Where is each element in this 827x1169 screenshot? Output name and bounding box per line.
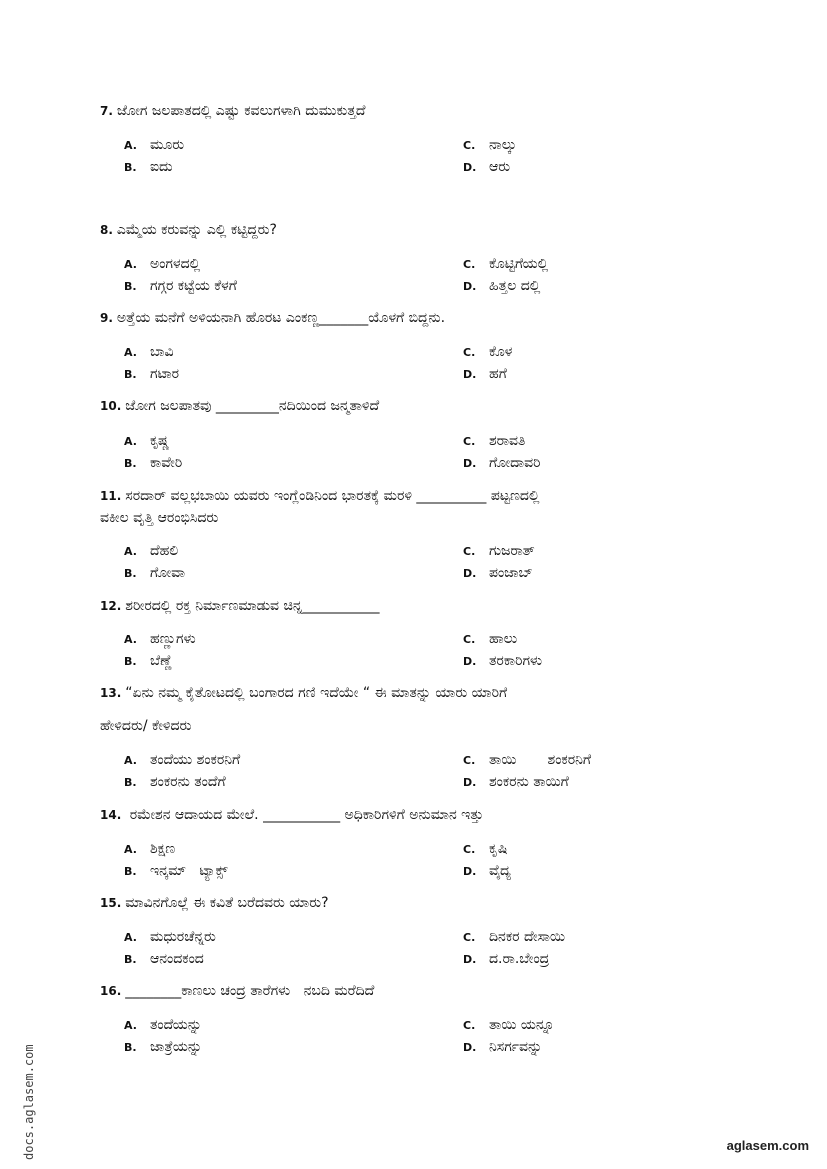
- option-c: C. ತಾಯಿ ಶಂಕರನಿಗೆ: [463, 752, 592, 768]
- question-16: [100, 975, 740, 1008]
- option-d: D. ಆರು: [463, 159, 511, 175]
- option-b: B. ಜಾತ್ರೆಯನ್ನು: [124, 1039, 203, 1055]
- options-16: [124, 1014, 684, 1058]
- question-number: 8.: [100, 223, 113, 237]
- question-text: ಶರೀರದಲ್ಲಿ ರಕ್ತ ನಿರ್ಮಾಣಮಾಡುವ ಚಿನ್ನ___________: [125, 598, 380, 614]
- question-number: 15.: [100, 896, 122, 910]
- footer-brand: aglasem.com: [726, 1138, 809, 1153]
- question-text: ಜೋಗ ಜಲಪಾತದಲ್ಲಿ ಎಷ್ಟು ಕವಲುಗಳಾಗಿ ದುಮುಕುತ್ತದೆ: [116, 103, 366, 119]
- option-b: B. ಗಟಾರ: [124, 366, 180, 382]
- question-text: ಹೇಳಿದರು/ ಕೇಳಿದರು: [100, 718, 192, 734]
- question-number: 14.: [100, 808, 122, 822]
- question-text: ಸರದಾರ್ ವಲ್ಲಭಬಾಯಿ ಯವರು ಇಂಗ್ಲೆಂಡಿನಿಂದ ಭಾರತಕ್ಕೆ ಮರಳಿ __________ ಪಟ್ಟಣದಲ್ಲಿ: [125, 488, 540, 504]
- options-14: [124, 838, 684, 882]
- question-number: 16.: [100, 984, 122, 998]
- option-d: D. ವೈದ್ಯ: [463, 863, 511, 879]
- option-b: B. ಗಗ್ಗರ ಕಟ್ಟೆಯ ಕೆಳಗೆ: [124, 278, 237, 294]
- option-d: D. ದ.ರಾ.ಬೇಂದ್ರ: [463, 951, 550, 967]
- question-number: 12.: [100, 599, 122, 613]
- option-b: B. ಇನ್ಕಮ್ ಟ್ಯಾಕ್ಸ್: [124, 863, 228, 879]
- option-a: A. ಬಾವಿ: [124, 344, 174, 360]
- question-number: 11.: [100, 489, 122, 503]
- option-a: A. ಮೂರು: [124, 137, 185, 153]
- question-9: [100, 302, 740, 335]
- question-10: [100, 390, 740, 423]
- option-b: B. ಬೆಣ್ಣೆ: [124, 653, 173, 669]
- question-text: “ಏನು ನಮ್ಮ ಕೈತೋಟದಲ್ಲಿ ಬಂಗಾರದ ಗಣಿ ಇದೆಯೇ “ ಈ ಮಾತನ್ನು ಯಾರು ಯಾರಿಗೆ: [125, 685, 508, 701]
- question-11-continued: [100, 502, 740, 535]
- watermark-text: docs.aglasem.com: [22, 1044, 36, 1160]
- options-9: [124, 341, 684, 385]
- option-c: C. ಗುಜರಾತ್: [463, 543, 535, 559]
- option-c: C. ದಿನಕರ ದೇಸಾಯಿ: [463, 929, 566, 945]
- options-13: [124, 749, 684, 793]
- options-8: [124, 253, 684, 297]
- options-15: [124, 926, 684, 970]
- option-a: A. ಶಿಕ್ಷಣ: [124, 841, 176, 857]
- options-10: [124, 430, 684, 474]
- options-12: [124, 628, 684, 672]
- question-text: ________ಕಾಣಲು ಚಂದ್ರ ತಾರೆಗಳು ನಬದಿ ಮರೆದಿದೆ: [125, 983, 375, 999]
- question-14: [100, 799, 740, 832]
- question-number: 10.: [100, 399, 122, 413]
- option-d: D. ಪಂಜಾಬ್: [463, 565, 533, 581]
- option-a: A. ಮಧುರಚೆನ್ನರು: [124, 929, 216, 945]
- option-b: B. ಐದು: [124, 159, 173, 175]
- option-d: D. ಗೋದಾವರಿ: [463, 455, 541, 471]
- question-number: 9.: [100, 311, 113, 325]
- option-d: D. ಹಗೆ: [463, 366, 507, 382]
- option-b: B. ಗೋವಾ: [124, 565, 186, 581]
- option-c: C. ನಾಲ್ಕು: [463, 137, 517, 153]
- question-13-continued: [100, 710, 740, 743]
- options-11: [124, 540, 684, 584]
- question-7: [100, 95, 740, 128]
- question-text: ಮಾವಿನಗೊಲ್ಲೆ ಈ ಕವಿತೆ ಬರೆದವರು ಯಾರು?: [125, 895, 329, 911]
- option-b: B. ಆನಂದಕಂದ: [124, 951, 204, 967]
- option-a: A. ತಂದೆಯು ಶಂಕರನಿಗೆ: [124, 752, 241, 768]
- option-a: A. ಹಣ್ಣುಗಳು: [124, 631, 196, 647]
- question-number: 13.: [100, 686, 122, 700]
- question-13: [100, 677, 740, 710]
- question-text: ಅತ್ತೆಯ ಮನೆಗೆ ಅಳಿಯನಾಗಿ ಹೊರಟ ಎಂಕಣ್ಣ_______ಯೊಳಗೆ ಬಿದ್ದನು.: [116, 310, 446, 326]
- options-7: [124, 134, 684, 178]
- option-a: A. ಕೃಷ್ಣ: [124, 433, 170, 449]
- question-text: ವಕೀಲ ವೃತ್ತಿ ಆರಂಭಿಸಿದರು: [100, 510, 219, 526]
- option-b: B. ಶಂಕರನು ತಂದೆಗೆ: [124, 774, 226, 790]
- option-c: C. ಕೊಟ್ಟಿಗೆಯಲ್ಲಿ: [463, 256, 549, 272]
- option-a: A. ಅಂಗಳದಲ್ಲಿ: [124, 256, 201, 272]
- option-c: C. ತಾಯಿ ಯನ್ನೂ: [463, 1017, 555, 1033]
- option-c: C. ಕೊಳ: [463, 344, 513, 360]
- question-12: [100, 590, 740, 623]
- question-text: ಎಮ್ಮೆಯ ಕರುವನ್ನು ಎಲ್ಲಿ ಕಟ್ಟಿದ್ದರು?: [116, 222, 277, 238]
- option-a: A. ದೆಹಲಿ: [124, 543, 179, 559]
- option-d: D. ಶಂಕರನು ತಾಯಿಗೆ: [463, 774, 569, 790]
- option-d: D. ಹಿತ್ತಲ ದಲ್ಲಿ: [463, 278, 541, 294]
- question-text: ಜೋಗ ಜಲಪಾತವು _________ನದಿಯಿಂದ ಜನ್ಮತಾಳಿದೆ: [125, 398, 380, 414]
- option-c: C. ಹಾಲು: [463, 631, 518, 647]
- question-15: [100, 887, 740, 920]
- question-text: ರಮೇಶನ ಆದಾಯದ ಮೇಲೆ. ___________ ಅಧಿಕಾರಿಗಳಿಗೆ ಅನುಮಾನ ಇತ್ತು: [125, 807, 484, 823]
- question-number: 7.: [100, 104, 113, 118]
- option-c: C. ಕೃಷಿ: [463, 841, 508, 857]
- option-d: D. ತರಕಾರಿಗಳು: [463, 653, 543, 669]
- option-c: C. ಶರಾವತಿ: [463, 433, 526, 449]
- option-a: A. ತಂದೆಯನ್ನು: [124, 1017, 202, 1033]
- question-8: [100, 214, 740, 247]
- option-b: B. ಕಾವೇರಿ: [124, 455, 183, 471]
- option-d: D. ನಿಸರ್ಗವನ್ನು: [463, 1039, 543, 1055]
